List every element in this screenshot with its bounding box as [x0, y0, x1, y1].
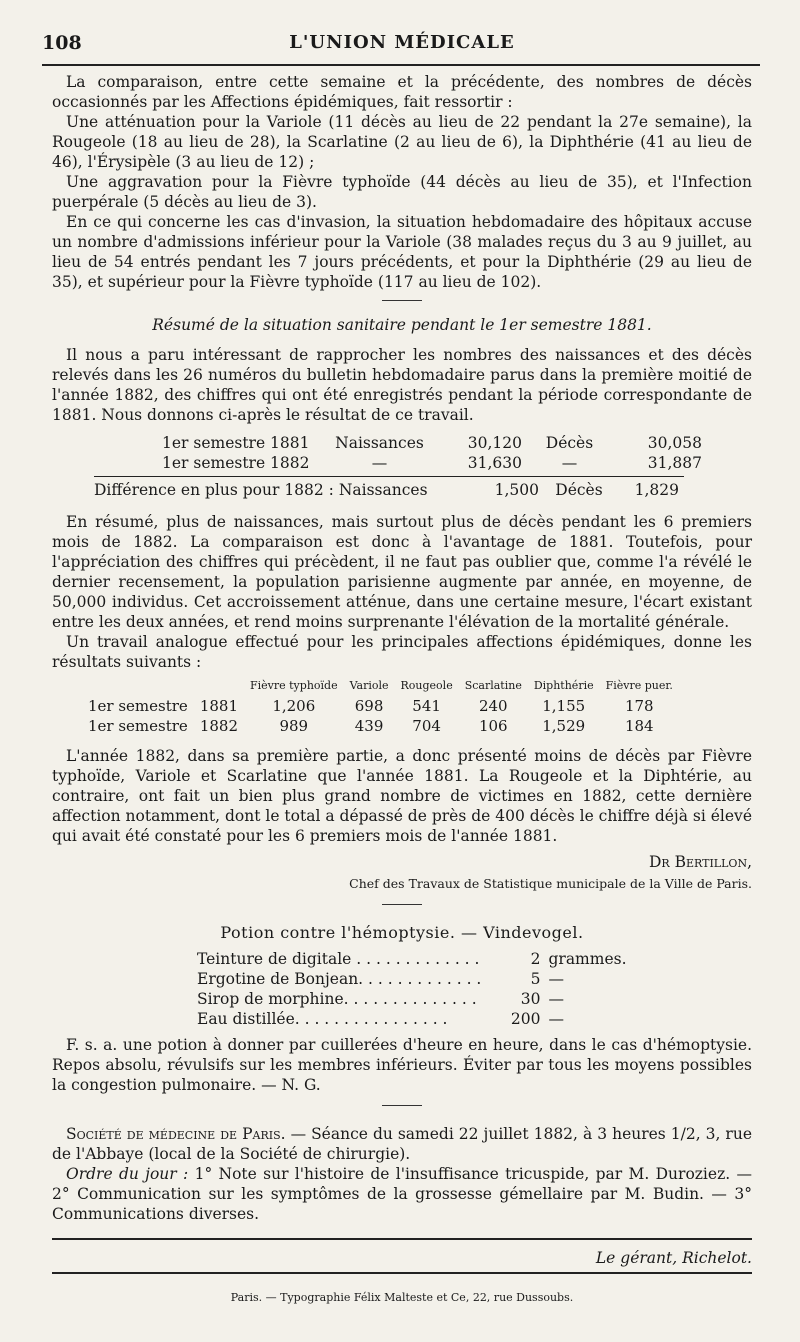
table-cell: 989	[279, 717, 309, 735]
table-row	[82, 696, 679, 716]
column-header	[194, 676, 244, 696]
table-cell: 178	[624, 697, 654, 715]
ingredient-quantity: 200	[510, 1010, 541, 1028]
stat-period: 1er semestre 1882	[162, 454, 310, 472]
page-header	[42, 30, 762, 60]
intro-paragraph: La comparaison, entre cette semaine et la précédente, des nombres de décès occasionnés par les Affections épidémiques, fait ressortir :	[52, 73, 752, 111]
article-body	[52, 72, 752, 1308]
table-cell: 1,155	[542, 697, 586, 715]
column-header: Scarlatine	[464, 679, 522, 692]
stat-births-value: 31,630	[467, 454, 522, 472]
resume-paragraph: Il nous a paru intéressant de rapprocher les nombres des naissances et des décès relevés dans les 26 numéros du bulletin hebdomadaire parus dans la première moitié de l'année 1882, des chiffres qui ont été enregistrés pendant la période correspondante de 1881. Nous donnons ci-après le résultat de ce travail.	[52, 346, 752, 424]
header-rule	[42, 64, 760, 66]
table-cell: 1,206	[272, 697, 316, 715]
stat-label-births: —	[371, 454, 388, 472]
footer-rule	[52, 1272, 752, 1274]
table-cell: 1er semestre	[88, 697, 188, 715]
stats-difference-row	[94, 480, 752, 500]
societe-notice	[52, 1124, 752, 1164]
recipe-item	[197, 949, 627, 969]
column-header: Variole	[349, 679, 389, 692]
table-cell: 1881	[199, 697, 238, 715]
table-cell: 1,529	[542, 717, 586, 735]
diff-births-value: 1,500	[494, 481, 539, 499]
invasion-paragraph: En ce qui concerne les cas d'invasion, la situation hebdomadaire des hôpitaux accuse un nombre d'admissions inférieur pour la Variole (38 malades reçus du 3 au 9 juillet, au lieu de 54 entrés pendant les 7 jours précédents, et pour la Diphthérie (29 au lieu de 35), et supérieur pour la Fièvre typhoïde (117 au lieu de 102).	[52, 213, 752, 291]
stat-deaths-value: 30,058	[647, 434, 702, 452]
stat-label-deaths: —	[561, 454, 578, 472]
epidemic-table-header	[82, 676, 679, 696]
births-deaths-stats	[162, 433, 702, 473]
table-cell: 184	[624, 717, 654, 735]
ingredient-name: Sirop de morphine. . . . . . . . . . . . . .	[197, 990, 477, 1008]
ingredient-quantity: 30	[520, 990, 541, 1008]
stat-label-births: Naissances	[335, 434, 424, 452]
column-header: Fièvre typhoïde	[250, 679, 338, 692]
section-divider	[382, 1105, 422, 1106]
potion-instructions: F. s. a. une potion à donner par cuillerées d'heure en heure, dans le cas d'hémoptysie. Repos absolu, révulsifs sur les membres inférieurs. Éviter par tous les moyens possibles la congestion pulmonaire. — N. G.	[52, 1036, 752, 1094]
page-number: 108	[42, 32, 82, 54]
column-header: Fièvre puer.	[605, 679, 673, 692]
table-cell: 704	[412, 717, 441, 735]
stats-rule	[94, 476, 684, 477]
section-divider	[382, 904, 422, 905]
stats-row-1881	[162, 433, 702, 453]
table-cell: 439	[354, 717, 384, 735]
stat-period: 1er semestre 1881	[162, 434, 310, 452]
stats-row-1882	[162, 453, 702, 473]
societe-meeting-info: — Séance du samedi 22 juillet 1882, à 3 heures 1/2, 3, rue de l'Abbaye (local de la Société de chirurgie).	[52, 1125, 752, 1163]
gerant-signature: Le gérant, Richelot.	[595, 1249, 752, 1267]
ingredient-unit: —	[548, 990, 564, 1008]
author-title: Chef des Travaux de Statistique municipale de la Ville de Paris.	[349, 876, 752, 891]
conclusion-paragraph: L'année 1882, dans sa première partie, a donc présenté moins de décès par Fièvre typhoïde, Variole et Scarlatine que l'année 1881. La Rougeole et la Diphtérie, au contraire, ont fait un bien plus grand nombre de victimes en 1882, cette dernière affection notamment, dont le total a dépassé de près de 400 décès le chiffre déjà si élevé qui avait été constaté pour les 6 premiers mois de l'année 1881.	[52, 747, 752, 845]
potion-recipe	[197, 949, 627, 1029]
journal-title: L'UNION MÉDICALE	[289, 32, 515, 53]
diff-deaths-value: 1,829	[634, 481, 679, 499]
stat-deaths-value: 31,887	[647, 454, 702, 472]
ingredient-name: Eau distillée. . . . . . . . . . . . . . . .	[197, 1010, 448, 1028]
ingredient-unit: grammes.	[548, 950, 627, 968]
epidemic-table	[82, 676, 679, 736]
column-header: Rougeole	[400, 679, 453, 692]
diff-label: Différence en plus pour 1882 : Naissances	[94, 481, 428, 499]
aggravation-paragraph: Une aggravation pour la Fièvre typhoïde (44 décès au lieu de 35), et l'Infection puerpérale (5 décès au lieu de 3).	[52, 173, 752, 211]
ingredient-unit: —	[548, 970, 564, 988]
societe-name: Société de médecine de Paris.	[66, 1125, 286, 1143]
ingredient-quantity: 2	[530, 950, 541, 968]
author-signature: Dr Bertillon,	[648, 853, 752, 871]
table-cell: 106	[478, 717, 508, 735]
ordre-items: 1° Note sur l'histoire de l'insuffisance tricuspide, par M. Duroziez. — 2° Communication sur les symptômes de la grossesse gémellaire par M. Budin. — 3° Communications diverses.	[52, 1165, 752, 1223]
recipe-item	[197, 989, 627, 1009]
ingredient-name: Ergotine de Bonjean. . . . . . . . . . . . .	[197, 970, 482, 988]
analysis-lead-paragraph: Un travail analogue effectué pour les principales affections épidémiques, donne les résultats suivants :	[52, 633, 752, 671]
column-header: Diphthérie	[533, 679, 594, 692]
attenuation-paragraph: Une atténuation pour la Variole (11 décès au lieu de 22 pendant la 27e semaine), la Rougeole (18 au lieu de 28), la Scarlatine (2 au lieu de 6), la Diphthérie (41 au lieu de 46), l'Érysipèle (3 au lieu de 12) ;	[52, 113, 752, 171]
table-cell: 541	[412, 697, 441, 715]
ingredient-quantity: 5	[530, 970, 541, 988]
diff-label-deaths: Décès	[555, 481, 603, 499]
potion-title: Potion contre l'hémoptysie. — Vindevogel.	[220, 923, 584, 942]
stat-births-value: 30,120	[467, 434, 522, 452]
imprint: Paris. — Typographie Félix Malteste et Ce, 22, rue Dussoubs.	[230, 1291, 574, 1304]
ingredient-unit: —	[548, 1010, 564, 1028]
section-divider	[382, 300, 422, 301]
recipe-item	[197, 969, 627, 989]
stat-label-deaths: Décès	[545, 434, 594, 452]
ordre-label: Ordre du jour :	[66, 1165, 189, 1183]
analysis-paragraph: En résumé, plus de naissances, mais surtout plus de décès pendant les 6 premiers mois de 1882. La comparaison est donc à l'avantage de 1881. Toutefois, pour l'appréciation des chiffres qui précèdent, il ne faut pas oublier que, comme l'a révélé le dernier recensement, la population parisienne augmente par année, en moyenne, de 50,000 individus. Cet accroissement atténue, dans une certaine mesure, l'écart existant entre les deux années, et rend moins surprenante l'élévation de la mortalité générale.	[52, 513, 752, 631]
ingredient-name: Teinture de digitale . . . . . . . . . . . . .	[197, 950, 480, 968]
table-cell: 1882	[199, 717, 238, 735]
table-cell: 240	[478, 697, 508, 715]
column-header	[82, 676, 194, 696]
footer-rule	[52, 1238, 752, 1240]
ordre-du-jour	[52, 1164, 752, 1224]
table-row	[82, 716, 679, 736]
table-cell: 698	[354, 697, 384, 715]
recipe-item	[197, 1009, 627, 1029]
table-cell: 1er semestre	[88, 717, 188, 735]
resume-title: Résumé de la situation sanitaire pendant le 1er semestre 1881.	[152, 316, 652, 334]
